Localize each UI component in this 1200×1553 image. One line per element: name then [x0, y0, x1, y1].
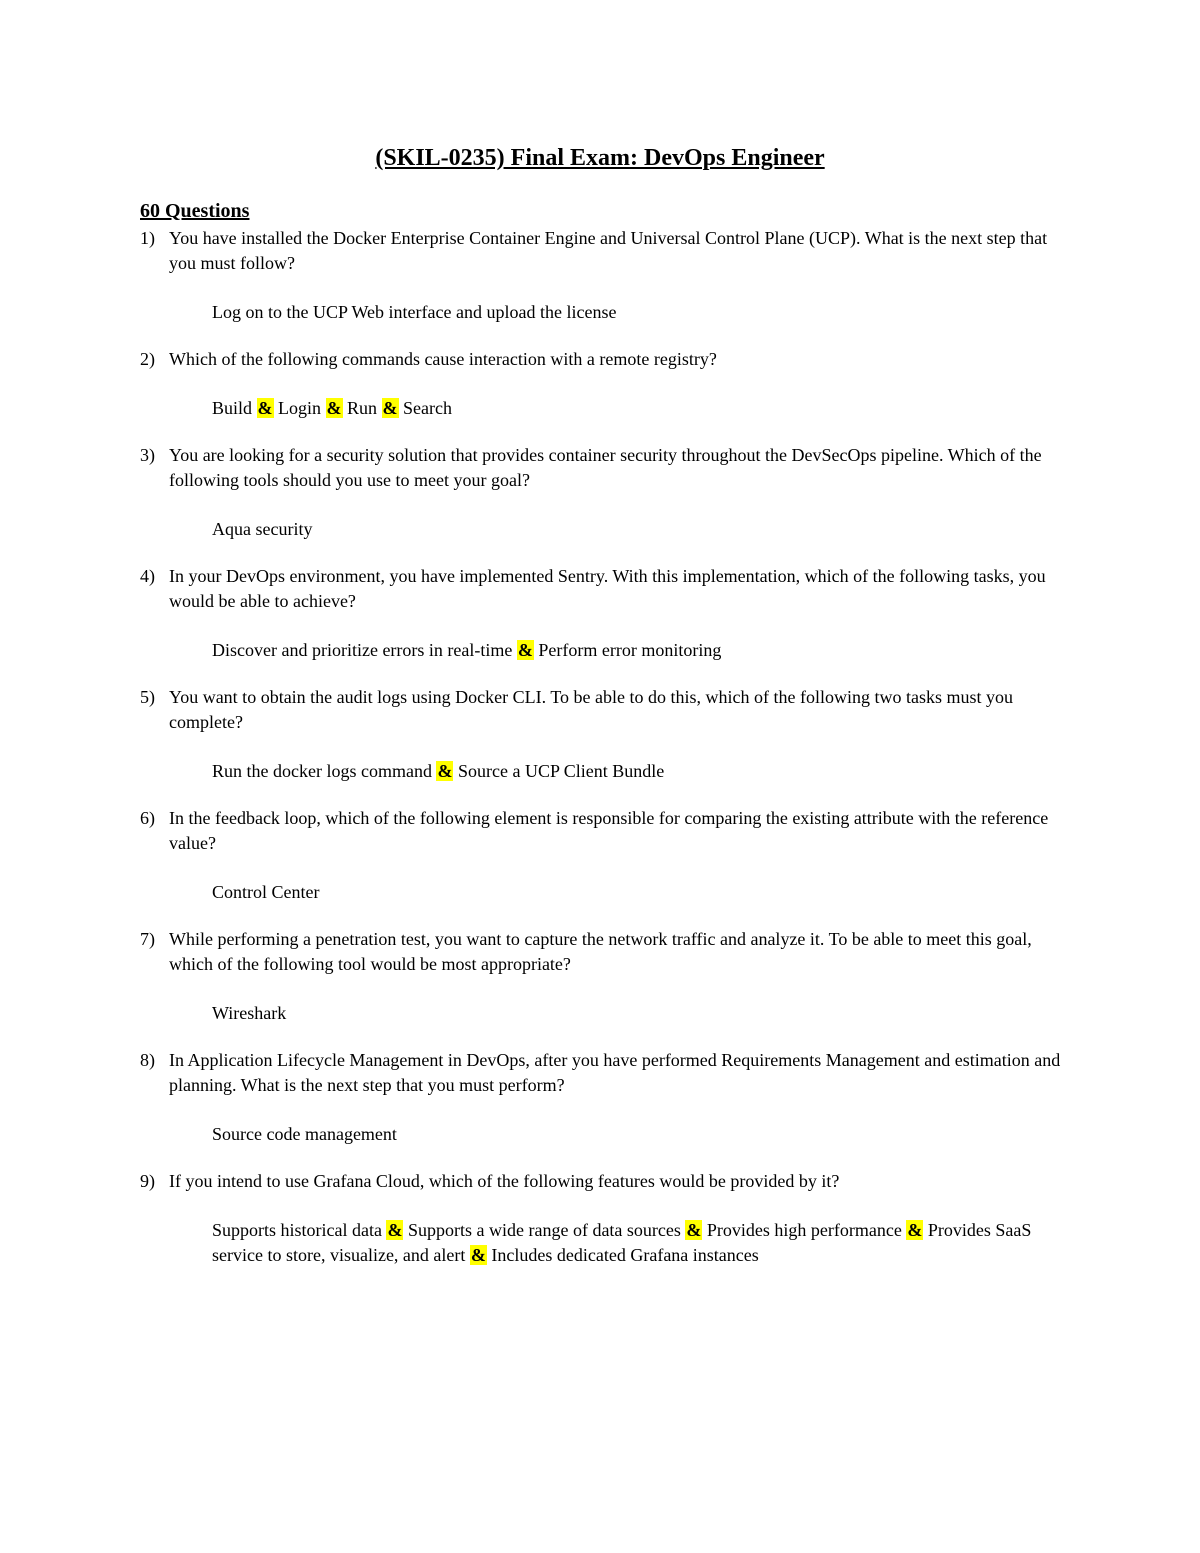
question-number: 2)	[140, 349, 155, 369]
document-title: (SKIL-0235) Final Exam: DevOps Engineer	[375, 145, 825, 171]
question-text: If you intend to use Grafana Cloud, which of the following features would be provided by it?	[169, 1171, 840, 1191]
answer	[212, 517, 1070, 542]
answer-option: Wireshark	[212, 1003, 287, 1023]
question-item	[140, 927, 1070, 1026]
question-number: 1)	[140, 228, 155, 248]
answer	[212, 1218, 1070, 1268]
question-text: You want to obtain the audit logs using Docker CLI. To be able to do this, which of the following two tasks must you complete?	[169, 687, 1014, 732]
question-item	[140, 226, 1070, 325]
answer-option: Run the docker logs command	[212, 761, 432, 781]
question-item	[140, 347, 1070, 421]
question-number: 9)	[140, 1171, 155, 1191]
answer-option: Login	[278, 398, 322, 418]
answer-option: Search	[403, 398, 453, 418]
answer-option: Provides high performance	[706, 1220, 902, 1240]
answer	[212, 1001, 1070, 1026]
answer	[212, 638, 1070, 663]
question-item	[140, 685, 1070, 784]
answer	[212, 396, 1070, 421]
answer	[212, 1122, 1070, 1147]
answer-option: Control Center	[212, 882, 320, 902]
answer-option: Source code management	[212, 1124, 397, 1144]
question-text: Which of the following commands cause interaction with a remote registry?	[169, 349, 717, 369]
question-text: In Application Lifecycle Management in DevOps, after you have performed Requirements Management and estimation and planning. What is the next step that you must perform?	[169, 1050, 1061, 1095]
answer-separator: &	[517, 640, 533, 660]
question-list	[140, 226, 1070, 1290]
answer-option: Includes dedicated Grafana instances	[491, 1245, 759, 1265]
question-count-heading: 60 Questions	[140, 200, 250, 222]
answer-option: Provides SaaS service to store, visualize, and alert	[212, 1220, 1032, 1265]
answer-option: Source a UCP Client Bundle	[457, 761, 665, 781]
question-item	[140, 1169, 1070, 1268]
answer-option: Aqua security	[212, 519, 313, 539]
question-number: 8)	[140, 1050, 155, 1070]
question-item	[140, 564, 1070, 663]
answer-separator: &	[326, 398, 342, 418]
question-text: You have installed the Docker Enterprise Container Engine and Universal Control Plane (UCP). What is the next step that you must follow?	[169, 228, 1048, 273]
answer-separator: &	[437, 761, 453, 781]
question-number: 4)	[140, 566, 155, 586]
question-number: 7)	[140, 929, 155, 949]
answer-option: Build	[212, 398, 253, 418]
answer-option: Supports a wide range of data sources	[407, 1220, 681, 1240]
question-item	[140, 1048, 1070, 1147]
answer-option: Run	[347, 398, 378, 418]
answer	[212, 880, 1070, 905]
answer-option: Perform error monitoring	[538, 640, 722, 660]
answer-separator: &	[470, 1245, 486, 1265]
answer-separator: &	[382, 398, 398, 418]
answer-option: Discover and prioritize errors in real-time	[212, 640, 513, 660]
question-number: 5)	[140, 687, 155, 707]
question-item	[140, 443, 1070, 542]
answer	[212, 759, 1070, 784]
question-text: In your DevOps environment, you have implemented Sentry. With this implementation, which of the following tasks, you would be able to achieve?	[169, 566, 1046, 611]
answer-separator: &	[387, 1220, 403, 1240]
question-text: In the feedback loop, which of the following element is responsible for comparing the existing attribute with the reference value?	[169, 808, 1049, 853]
answer-separator: &	[257, 398, 273, 418]
answer-option: Log on to the UCP Web interface and upload the license	[212, 302, 617, 322]
answer-separator: &	[686, 1220, 702, 1240]
answer-separator: &	[907, 1220, 923, 1240]
answer	[212, 300, 1070, 325]
question-number: 6)	[140, 808, 155, 828]
answer-option: Supports historical data	[212, 1220, 382, 1240]
question-text: You are looking for a security solution that provides container security throughout the DevSecOps pipeline. Which of the following tools should you use to meet your goal?	[169, 445, 1042, 490]
question-number: 3)	[140, 445, 155, 465]
question-text: While performing a penetration test, you want to capture the network traffic and analyze it. To be able to meet this goal, which of the following tool would be most appropriate?	[169, 929, 1032, 974]
question-item	[140, 806, 1070, 905]
